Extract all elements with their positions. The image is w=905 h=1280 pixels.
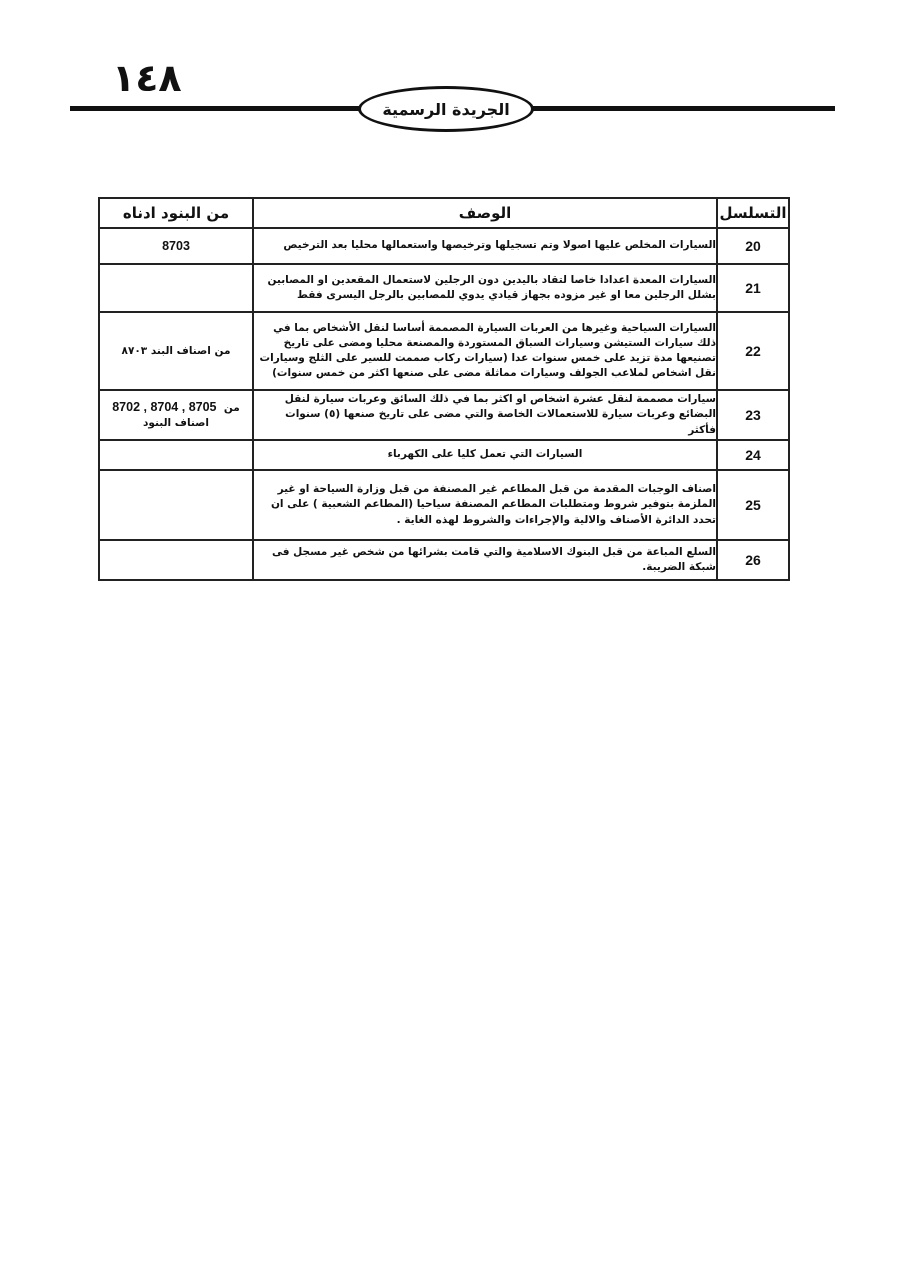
row-description: السيارات المعدة اعدادا خاصا لتقاد باليدين دون الرجلين لاستعمال المقعدين او المصابين بشلل الرجلين معا او غير مزوده بجهاز قيادي يدوي للمصابين بالرجل اليسرى فقط [253, 264, 717, 312]
header-sequence: التسلسل [717, 198, 789, 228]
page-number: ١٤٨ [112, 56, 182, 100]
row-description: السيارات السياحية وغيرها من العربات السيارة المصممة أساسا لنقل الأشخاص بما في ذلك سيارات الستيشن وسيارات السباق المستوردة والمصنعة محليا ومضى على تاريخ تصنيعها مدة تزيد على خمس سنوات عدا (سيارات ركاب صممت للسير على الثلج وسيارات نقل اشخاص لملاعب الجولف وسيارات مماثلة مضى على صنعها اكثر من خمس سنوات) [253, 312, 717, 390]
row-description: السيارات التي تعمل كليا على الكهرباء [253, 440, 717, 470]
table-row [99, 228, 789, 264]
table-header-row [99, 198, 789, 228]
row-seq: 26 [717, 540, 789, 580]
table-row [99, 264, 789, 312]
row-seq: 24 [717, 440, 789, 470]
table-row [99, 440, 789, 470]
table-row [99, 540, 789, 580]
row-items-prefix: من [223, 402, 240, 415]
row-seq: 20 [717, 228, 789, 264]
row-items [99, 264, 253, 312]
row-description: سيارات مصممة لنقل عشرة اشخاص او اكثر بما في ذلك السائق وعربات سيارة لنقل البضائع وعربات سيارة للاستعمالات الخاصة والتي مضى على تاريخ صنعها (٥) سنوات فأكثر [253, 390, 717, 440]
row-items-codes: 8703 [162, 238, 190, 253]
row-description: اصناف الوجبات المقدمة من قبل المطاعم غير المصنفة من قبل وزارة السياحة او غير الملزمة بتوفير شروط ومتطلبات المطاعم المصنفة سياحيا (المطاعم الشعبية ) على ان تحدد الدائرة الأصناف والالية والإجراءات والشروط لهذه الغاية . [253, 470, 717, 540]
row-items: من اصناف البند ٨٧٠٣ [99, 312, 253, 390]
row-items [99, 470, 253, 540]
table-row [99, 312, 789, 390]
header-items: من البنود ادناه [99, 198, 253, 228]
table-row [99, 390, 789, 440]
row-description: السيارات المخلص عليها اصولا وتم تسجيلها وترخيصها واستعمالها محليا بعد الترخيص [253, 228, 717, 264]
row-seq: 21 [717, 264, 789, 312]
table-row [99, 470, 789, 540]
row-seq: 23 [717, 390, 789, 440]
row-items [99, 540, 253, 580]
row-items [99, 390, 253, 440]
row-items-line1 [100, 399, 252, 416]
row-items-codes: 8705 , 8704 , 8702 [112, 400, 217, 415]
gazette-title: الجريدة الرسمية [382, 99, 510, 119]
row-items-suffix: اصناف البنود [143, 417, 209, 430]
gazette-masthead [358, 86, 534, 132]
header-description: الوصف [253, 198, 717, 228]
row-items [99, 228, 253, 264]
row-seq: 25 [717, 470, 789, 540]
tax-items-table [98, 197, 790, 581]
row-items [99, 440, 253, 470]
row-description: السلع المباعة من قبل البنوك الاسلامية والتي قامت بشرائها من شخص غير مسجل فى شبكة الضريبة. [253, 540, 717, 580]
row-seq: 22 [717, 312, 789, 390]
